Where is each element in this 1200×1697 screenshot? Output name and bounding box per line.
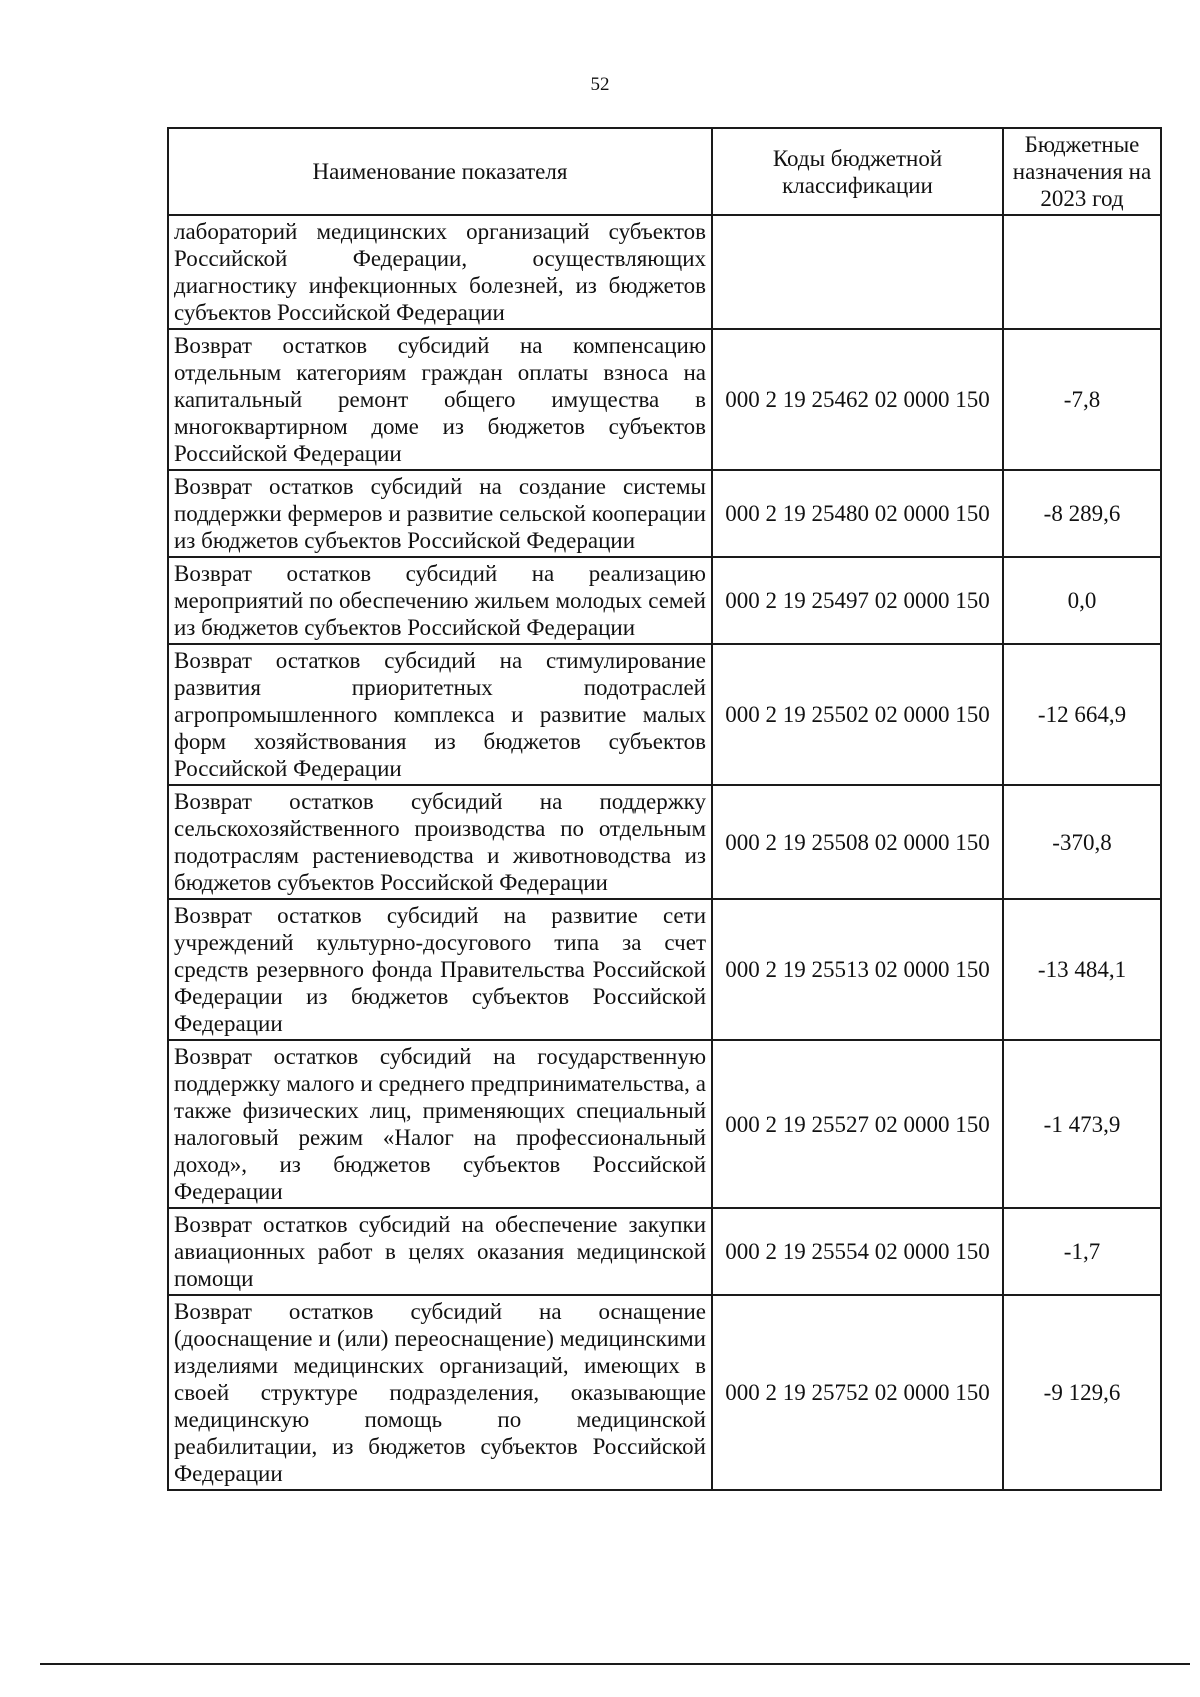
row-code: 000 2 19 25508 02 0000 150 — [712, 785, 1003, 899]
row-code: 000 2 19 25462 02 0000 150 — [712, 329, 1003, 470]
table-row — [168, 470, 1161, 557]
row-value: 0,0 — [1003, 557, 1161, 644]
row-name: Возврат остатков субсидий на обеспечение закупки авиационных работ в целях оказания медицинской помощи — [168, 1208, 712, 1295]
row-value: -8 289,6 — [1003, 470, 1161, 557]
row-name: Возврат остатков субсидий на оснащение (дооснащение и (или) переоснащение) медицинскими изделиями медицинских организаций, имеющих в своей структуре подразделения, оказывающие медицинскую помощь по медицинской реабилитации, из бюджетов субъектов Российской Федерации — [168, 1295, 712, 1490]
page-number: 52 — [590, 74, 610, 95]
table-header-row — [168, 128, 1161, 215]
header-code: Коды бюджетной классификации — [712, 128, 1003, 215]
row-value: -12 664,9 — [1003, 644, 1161, 785]
row-value: -9 129,6 — [1003, 1295, 1161, 1490]
row-name: Возврат остатков субсидий на стимулирование развития приоритетных подотраслей агропромышленного комплекса и развитие малых форм хозяйствования из бюджетов субъектов Российской Федерации — [168, 644, 712, 785]
table-row — [168, 899, 1161, 1040]
footer-divider — [40, 1663, 1190, 1665]
row-name: Возврат остатков субсидий на государственную поддержку малого и среднего предпринимательства, а также физических лиц, применяющих специальный налоговый режим «Налог на профессиональный доход», из бюджетов субъектов Российской Федерации — [168, 1040, 712, 1208]
row-code: 000 2 19 25752 02 0000 150 — [712, 1295, 1003, 1490]
row-code: 000 2 19 25480 02 0000 150 — [712, 470, 1003, 557]
row-value: -1,7 — [1003, 1208, 1161, 1295]
table-row — [168, 1295, 1161, 1490]
row-value: -13 484,1 — [1003, 899, 1161, 1040]
row-code: 000 2 19 25497 02 0000 150 — [712, 557, 1003, 644]
budget-table — [167, 127, 1162, 1491]
row-code: 000 2 19 25502 02 0000 150 — [712, 644, 1003, 785]
table-row — [168, 785, 1161, 899]
table-row — [168, 644, 1161, 785]
row-value — [1003, 215, 1161, 329]
header-name: Наименование показателя — [168, 128, 712, 215]
row-code: 000 2 19 25554 02 0000 150 — [712, 1208, 1003, 1295]
table-row — [168, 557, 1161, 644]
row-code: 000 2 19 25513 02 0000 150 — [712, 899, 1003, 1040]
table-row — [168, 215, 1161, 329]
header-value: Бюджетные назначения на 2023 год — [1003, 128, 1161, 215]
row-value: -370,8 — [1003, 785, 1161, 899]
row-name: Возврат остатков субсидий на развитие сети учреждений культурно-досугового типа за счет средств резервного фонда Правительства Российской Федерации из бюджетов субъектов Российской Федерации — [168, 899, 712, 1040]
table-row — [168, 329, 1161, 470]
row-name: Возврат остатков субсидий на реализацию мероприятий по обеспечению жильем молодых семей из бюджетов субъектов Российской Федерации — [168, 557, 712, 644]
row-value: -7,8 — [1003, 329, 1161, 470]
row-code — [712, 215, 1003, 329]
row-code: 000 2 19 25527 02 0000 150 — [712, 1040, 1003, 1208]
table-row — [168, 1208, 1161, 1295]
row-name: Возврат остатков субсидий на создание системы поддержки фермеров и развитие сельской кооперации из бюджетов субъектов Российской Федерации — [168, 470, 712, 557]
row-name: Возврат остатков субсидий на поддержку сельскохозяйственного производства по отдельным подотраслям растениеводства и животноводства из бюджетов субъектов Российской Федерации — [168, 785, 712, 899]
row-value: -1 473,9 — [1003, 1040, 1161, 1208]
table-row — [168, 1040, 1161, 1208]
row-name: Возврат остатков субсидий на компенсацию отдельным категориям граждан оплаты взноса на капитальный ремонт общего имущества в многоквартирном доме из бюджетов субъектов Российской Федерации — [168, 329, 712, 470]
row-name: лабораторий медицинских организаций субъектов Российской Федерации, осуществляющих диагностику инфекционных болезней, из бюджетов субъектов Российской Федерации — [168, 215, 712, 329]
